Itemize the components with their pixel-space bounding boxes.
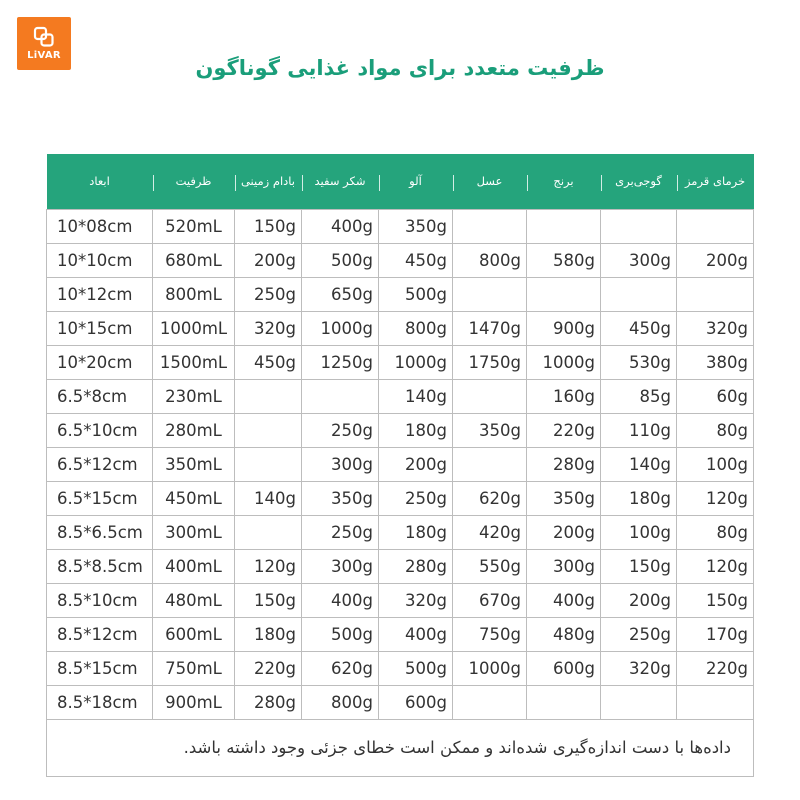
weight-cell (453, 379, 527, 413)
weight-cell: 220g (527, 413, 601, 447)
weight-cell: 100g (677, 447, 754, 481)
dimension-cell: 6.5*8cm (47, 379, 153, 413)
capacity-cell: 900mL (153, 685, 235, 719)
weight-cell: 150g (235, 583, 302, 617)
weight-cell: 620g (453, 481, 527, 515)
weight-cell: 80g (677, 515, 754, 549)
weight-cell: 250g (302, 515, 379, 549)
weight-cell: 400g (527, 583, 601, 617)
weight-cell (235, 515, 302, 549)
weight-cell: 400g (302, 583, 379, 617)
capacity-cell: 600mL (153, 617, 235, 651)
weight-cell (453, 209, 527, 243)
table-row (47, 243, 754, 277)
weight-cell: 180g (379, 515, 453, 549)
weight-cell: 380g (677, 345, 754, 379)
column-header: ظرفیت (153, 154, 235, 209)
capacity-table (46, 154, 754, 777)
weight-cell: 1750g (453, 345, 527, 379)
weight-cell (453, 447, 527, 481)
weight-cell: 200g (235, 243, 302, 277)
weight-cell: 110g (601, 413, 677, 447)
weight-cell (677, 685, 754, 719)
weight-cell (302, 379, 379, 413)
weight-cell: 150g (235, 209, 302, 243)
weight-cell: 1000g (527, 345, 601, 379)
table-row (47, 447, 754, 481)
logo-mark-icon (33, 26, 55, 48)
weight-cell (453, 685, 527, 719)
weight-cell (601, 277, 677, 311)
column-header: ابعاد (89, 174, 110, 189)
weight-cell (235, 413, 302, 447)
weight-cell: 300g (302, 447, 379, 481)
weight-cell: 450g (601, 311, 677, 345)
weight-cell: 180g (379, 413, 453, 447)
weight-cell: 800g (379, 311, 453, 345)
capacity-cell: 480mL (153, 583, 235, 617)
weight-cell: 480g (527, 617, 601, 651)
capacity-cell: 300mL (153, 515, 235, 549)
weight-cell: 1000g (302, 311, 379, 345)
weight-cell: 550g (453, 549, 527, 583)
weight-cell (527, 277, 601, 311)
table-row (47, 583, 754, 617)
weight-cell: 250g (302, 413, 379, 447)
table-row (47, 515, 754, 549)
weight-cell: 1000g (453, 651, 527, 685)
column-header: آلو (379, 154, 453, 209)
weight-cell: 300g (302, 549, 379, 583)
weight-cell: 140g (379, 379, 453, 413)
weight-cell: 1470g (453, 311, 527, 345)
table-row (47, 413, 754, 447)
dimension-cell: 8.5*10cm (47, 583, 153, 617)
column-header: شکر سفید (302, 154, 379, 209)
weight-cell: 280g (379, 549, 453, 583)
weight-cell: 670g (453, 583, 527, 617)
weight-cell: 350g (302, 481, 379, 515)
weight-cell: 620g (302, 651, 379, 685)
weight-cell (527, 685, 601, 719)
weight-cell: 300g (527, 549, 601, 583)
weight-cell: 120g (677, 481, 754, 515)
column-header: عسل (453, 154, 527, 209)
weight-cell: 320g (677, 311, 754, 345)
capacity-cell: 1500mL (153, 345, 235, 379)
capacity-cell: 1000mL (153, 311, 235, 345)
weight-cell: 300g (601, 243, 677, 277)
capacity-cell: 800mL (153, 277, 235, 311)
weight-cell: 800g (453, 243, 527, 277)
dimension-cell: 6.5*10cm (47, 413, 153, 447)
weight-cell: 580g (527, 243, 601, 277)
capacity-cell: 230mL (153, 379, 235, 413)
dimension-cell: 10*20cm (47, 345, 153, 379)
brand-name: LiVAR (27, 50, 61, 61)
weight-cell: 150g (601, 549, 677, 583)
table-row (47, 651, 754, 685)
column-header: گوجی‌بری (601, 154, 677, 209)
dimension-cell: 10*12cm (47, 277, 153, 311)
weight-cell: 1000g (379, 345, 453, 379)
weight-cell: 500g (379, 651, 453, 685)
weight-cell (677, 277, 754, 311)
weight-cell (527, 209, 601, 243)
weight-cell: 320g (235, 311, 302, 345)
capacity-cell: 400mL (153, 549, 235, 583)
table-row (47, 685, 754, 719)
table-body (47, 209, 754, 719)
weight-cell: 600g (527, 651, 601, 685)
weight-cell: 60g (677, 379, 754, 413)
weight-cell (453, 277, 527, 311)
capacity-cell: 750mL (153, 651, 235, 685)
weight-cell: 200g (677, 243, 754, 277)
weight-cell: 900g (527, 311, 601, 345)
table-header-row (47, 154, 754, 209)
weight-cell: 180g (601, 481, 677, 515)
table-row (47, 617, 754, 651)
footnote-row (47, 719, 754, 776)
weight-cell: 500g (302, 617, 379, 651)
table-row (47, 311, 754, 345)
weight-cell: 1250g (302, 345, 379, 379)
weight-cell: 250g (379, 481, 453, 515)
weight-cell: 140g (601, 447, 677, 481)
weight-cell (601, 209, 677, 243)
dimension-cell: 8.5*12cm (47, 617, 153, 651)
dimension-cell: 8.5*6.5cm (47, 515, 153, 549)
capacity-cell: 450mL (153, 481, 235, 515)
weight-cell (235, 379, 302, 413)
weight-cell: 85g (601, 379, 677, 413)
weight-cell: 200g (379, 447, 453, 481)
dimension-cell: 6.5*12cm (47, 447, 153, 481)
weight-cell: 280g (235, 685, 302, 719)
weight-cell: 750g (453, 617, 527, 651)
capacity-table-container (46, 154, 753, 777)
weight-cell: 320g (601, 651, 677, 685)
capacity-cell: 350mL (153, 447, 235, 481)
table-row (47, 277, 754, 311)
weight-cell: 500g (379, 277, 453, 311)
weight-cell: 220g (677, 651, 754, 685)
weight-cell: 200g (601, 583, 677, 617)
table-row (47, 379, 754, 413)
weight-cell: 200g (527, 515, 601, 549)
weight-cell: 530g (601, 345, 677, 379)
weight-cell: 170g (677, 617, 754, 651)
weight-cell: 500g (302, 243, 379, 277)
weight-cell: 400g (379, 617, 453, 651)
table-row (47, 209, 754, 243)
weight-cell: 450g (379, 243, 453, 277)
weight-cell: 180g (235, 617, 302, 651)
dimension-cell: 10*10cm (47, 243, 153, 277)
footnote: داده‌ها با دست اندازه‌گیری شده‌اند و ممکن است خطای جزئی وجود داشته باشد. (47, 719, 754, 776)
weight-cell: 320g (379, 583, 453, 617)
table-row (47, 549, 754, 583)
page-title: ظرفیت متعدد برای مواد غذایی گوناگون (195, 56, 605, 80)
weight-cell (601, 685, 677, 719)
weight-cell: 650g (302, 277, 379, 311)
column-header: خرمای قرمز (677, 154, 754, 209)
column-header: برنج (527, 154, 601, 209)
dimension-cell: 6.5*15cm (47, 481, 153, 515)
column-header: بادام زمینی (235, 154, 302, 209)
weight-cell: 220g (235, 651, 302, 685)
weight-cell (677, 209, 754, 243)
weight-cell: 280g (527, 447, 601, 481)
weight-cell: 420g (453, 515, 527, 549)
dimension-cell: 10*08cm (47, 209, 153, 243)
capacity-cell: 520mL (153, 209, 235, 243)
weight-cell: 800g (302, 685, 379, 719)
weight-cell: 140g (235, 481, 302, 515)
weight-cell: 250g (235, 277, 302, 311)
table-row (47, 345, 754, 379)
weight-cell: 120g (677, 549, 754, 583)
table-row (47, 481, 754, 515)
weight-cell: 80g (677, 413, 754, 447)
dimension-cell: 10*15cm (47, 311, 153, 345)
weight-cell: 350g (379, 209, 453, 243)
weight-cell: 450g (235, 345, 302, 379)
weight-cell (235, 447, 302, 481)
dimension-cell: 8.5*18cm (47, 685, 153, 719)
dimension-cell: 8.5*8.5cm (47, 549, 153, 583)
capacity-cell: 680mL (153, 243, 235, 277)
weight-cell: 350g (527, 481, 601, 515)
weight-cell: 120g (235, 549, 302, 583)
dimension-cell: 8.5*15cm (47, 651, 153, 685)
weight-cell: 600g (379, 685, 453, 719)
weight-cell: 350g (453, 413, 527, 447)
weight-cell: 400g (302, 209, 379, 243)
weight-cell: 150g (677, 583, 754, 617)
weight-cell: 250g (601, 617, 677, 651)
weight-cell: 160g (527, 379, 601, 413)
weight-cell: 100g (601, 515, 677, 549)
capacity-cell: 280mL (153, 413, 235, 447)
